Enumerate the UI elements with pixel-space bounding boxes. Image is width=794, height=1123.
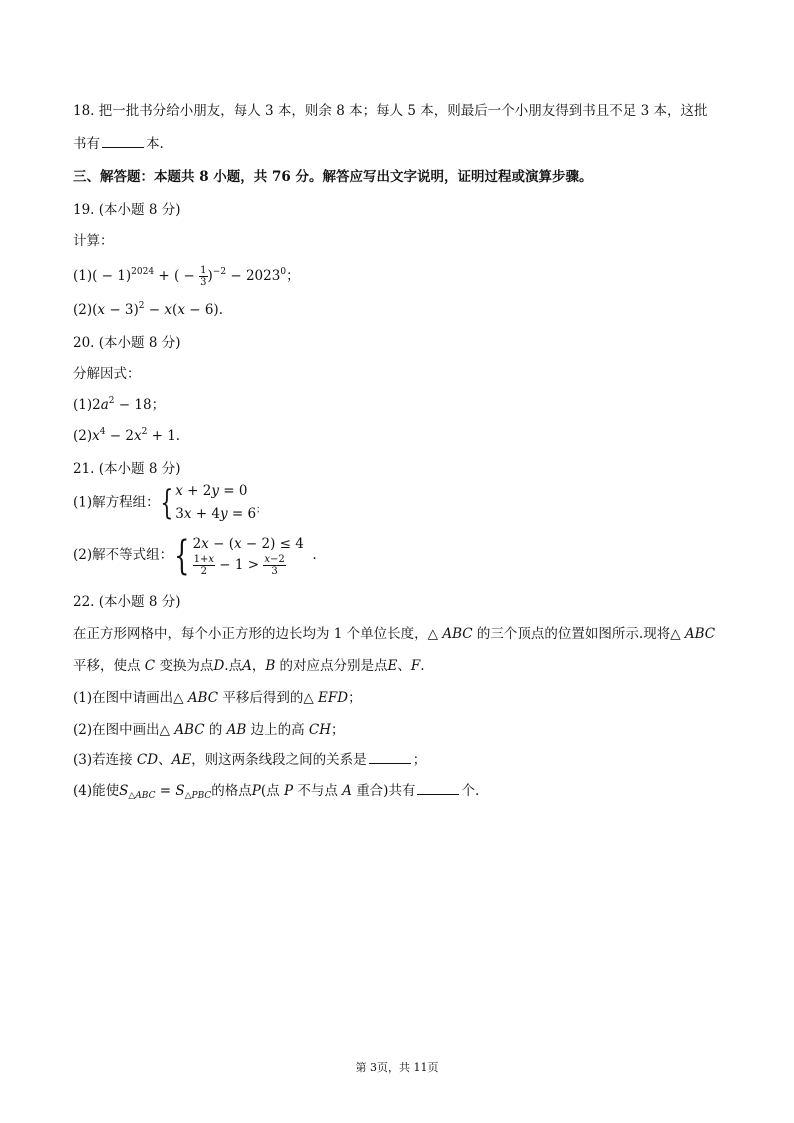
- q21-inequality-system: 2x − (x − 2) ≤ 4 $\frac{1+x}{2}$ − 1 > $\frac{x-2}{3}$: [192, 535, 304, 577]
- q22-part3: (3)若连接 CD、AE，则这两条线段之间的关系是 ；: [73, 752, 427, 768]
- q22-intro2-b: 变换为点: [159, 658, 214, 674]
- q22-p4-a: (4)能使: [73, 783, 120, 799]
- q20-p1-end: ；: [151, 397, 166, 413]
- q22-p1-b: 平移后得到的: [222, 690, 304, 706]
- q22-p4-c: (点: [260, 783, 280, 799]
- q22-p3-answer-blank: [369, 750, 411, 764]
- q22-p3-b: 、: [158, 752, 172, 768]
- q22-intro2-d: ，: [251, 658, 266, 674]
- q21-p2-label: (2)解不等式组：: [73, 547, 174, 563]
- q21-p1-end: ；: [256, 505, 266, 515]
- q22-intro2-f: 、: [397, 658, 411, 674]
- q22-part1: (1)在图中请画出△ ABC 平移后得到的△ EFD；: [73, 690, 362, 706]
- q19-part1: $(1)( - 1)^{2024}$ + ( − $\frac{1}{3}$ )$^{-2} - 2023^0$；: [73, 265, 300, 288]
- q20-p2-label: (2): [73, 428, 93, 444]
- q22-intro1-mid: 的三个顶点的位置如图所示.现将: [476, 626, 671, 642]
- q22-p4-answer-blank: [417, 781, 459, 795]
- q22-p4-end: 个.: [461, 783, 480, 799]
- q18-text: 18. 把一批书分给小朋友，每人 3 本，则余 8 本；每人 5 本，则最后一个小朋友得到书且不足 3 本，这批: [73, 103, 708, 119]
- q22-intro2-e: 的对应点分别是点: [279, 658, 388, 674]
- q21-equation-system: x + 2y = 0 3x + 4y = 6；: [175, 483, 266, 522]
- q22-p2-a: (2)在图中画出: [73, 722, 160, 738]
- q22-intro2-a: 平移，使点: [73, 658, 141, 674]
- q19-p2-label: (2): [73, 302, 93, 318]
- q18-line2-post: 本.: [146, 136, 164, 152]
- q22-header: 22. (本小题 8 分): [73, 594, 181, 610]
- q18-line2-pre: 书有: [73, 136, 100, 152]
- q22-p3-a: (3)若连接: [73, 752, 133, 768]
- q19-p1-exp2: −2: [212, 267, 227, 277]
- q22-p4-d: 不与点: [297, 783, 338, 799]
- q22-p2-c: 边上的高: [250, 722, 305, 738]
- q22-part2: (2)在图中画出△ ABC 的 AB 边上的高 CH；: [73, 722, 345, 738]
- q19-fraction: $\frac{1}{3}$: [200, 265, 207, 288]
- q22-p4-e: 重合)共有: [356, 783, 416, 799]
- q18-answer-blank: [102, 134, 144, 148]
- q22-part4: (4)能使$S_{\triangle ABC} = S_{\triangle PBC}$的格点P(点 P 不与点 A 重合)共有 个.: [73, 783, 480, 801]
- q21-header: 21. (本小题 8 分): [73, 461, 181, 477]
- q19-part2: $(2)(x - 3)^2 - x(x - 6)$.: [73, 301, 223, 318]
- q19-p1-label: (1): [73, 268, 93, 284]
- q19-p1-end: ；: [286, 268, 300, 284]
- q19-instruction: 计算：: [73, 233, 114, 249]
- q22-intro-line1: 在正方形网格中，每个小正方形的边长均为 1 个单位长度，△ ABC 的三个顶点的位置如图所示.现将△ ABC: [73, 626, 716, 642]
- q22-intro-line2: 平移，使点 C 变换为点D.点A，B 的对应点分别是点E、F.: [73, 658, 425, 674]
- q22-p3-c: ，则这两条线段之间的关系是: [191, 752, 367, 768]
- q21-part1: (1)解方程组：{ x + 2y = 0 3x + 4y = 6；: [73, 483, 266, 523]
- q22-p1-a: (1)在图中请画出: [73, 690, 174, 706]
- q22-p4-b: 的格点: [211, 783, 252, 799]
- section3-title-text: 三、解答题：本题共 8 小题，共 76 分。解答应写出文字说明，证明过程或演算步骤。: [73, 169, 593, 185]
- q20-instruction: 分解因式：: [73, 366, 141, 382]
- q19-p1-exp1: 2024: [131, 267, 155, 277]
- q20-part2: $(2)x^4 - 2x^2 + 1$.: [73, 427, 181, 444]
- q19-header: 19. (本小题 8 分): [73, 202, 181, 218]
- page-footer: 第 3页，共 11页: [355, 1061, 439, 1074]
- q22-p1-end: ；: [348, 690, 362, 706]
- q22-p3-end: ；: [412, 752, 427, 768]
- q22-p2-end: ；: [331, 722, 345, 738]
- q22-p2-b: 的: [208, 722, 223, 738]
- q19-p1-base3: 2023: [245, 268, 281, 284]
- q21-p1-label: (1)解方程组：: [73, 494, 160, 511]
- q21-part2: (2)解不等式组：{ 2x − (x − 2) ≤ 4 $\frac{1+x}{2}$ − 1 > $\frac{x-2}{3}$ .: [73, 532, 317, 579]
- section3-title: [73, 167, 592, 187]
- q22-intro1-pre: 在正方形网格中，每个小正方形的边长均为 1 个单位长度，: [73, 626, 428, 642]
- q18-line2: [73, 134, 164, 154]
- q18-line1: [73, 101, 707, 121]
- q20-p1-label: (1): [73, 397, 93, 413]
- q19-p1-exp3: 0: [280, 267, 287, 277]
- q20-part1: $(1)2a^2 - 18$；: [73, 396, 166, 413]
- q22-intro2-c: 点: [228, 658, 243, 674]
- q20-header: 20. (本小题 8 分): [73, 335, 181, 351]
